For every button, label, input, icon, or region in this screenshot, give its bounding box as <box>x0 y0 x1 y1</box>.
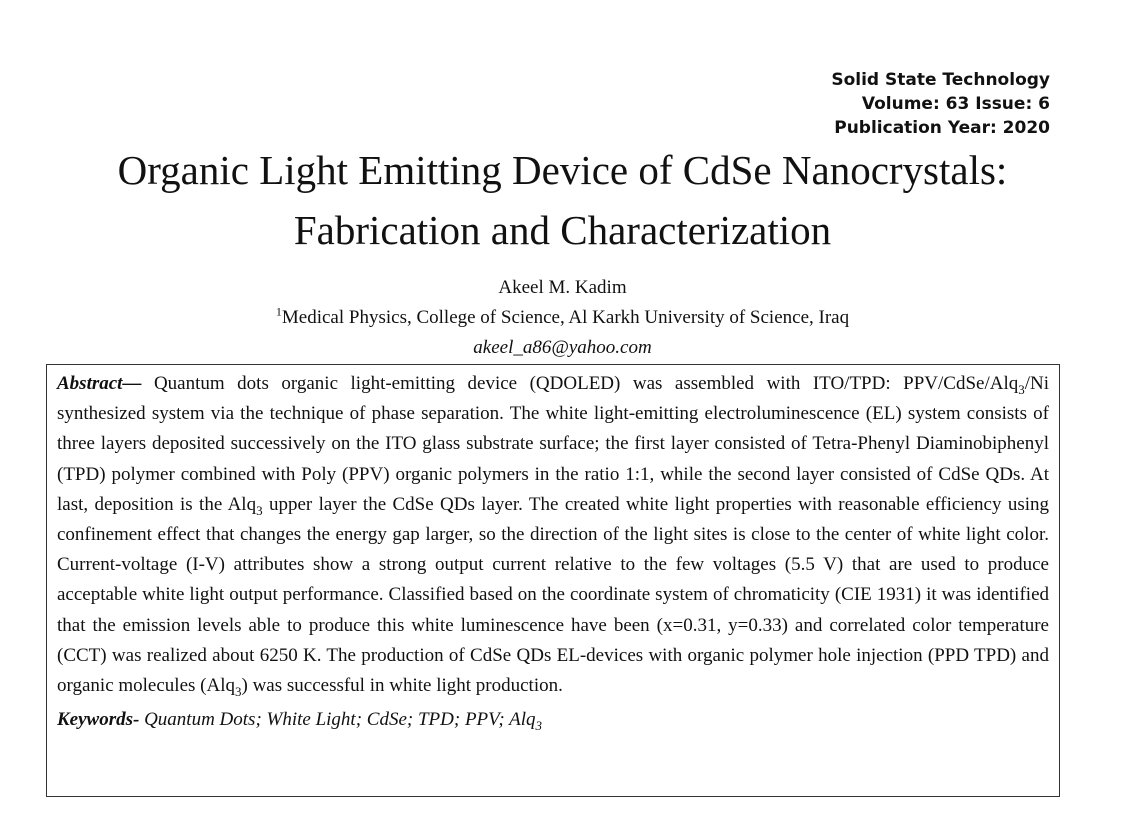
subscript-3: 3 <box>535 718 542 734</box>
paper-title-line-2: Fabrication and Characterization <box>293 207 832 253</box>
abstract-part-4: ) was successful in white light production. <box>241 675 563 697</box>
author-affiliation-line <box>0 303 1125 333</box>
abstract-part-3: upper layer the CdSe QDs layer. The created white light properties with reasonable efficiency using confinement effect that changes the energy gap larger, so the direction of the light sites is close to the center of white light color. Current-voltage (I-V) attributes show a strong output current relative to the few voltages (5.5 V) that are used to produce acceptable white light output performance. Classified based on the coordinate system of chromaticity (CIE 1931) it was identified that the emission levels able to produce this white luminescence have been (x=0.31, y=0.33) and correlated color temperature (CCT) was realized about 6250 K. The production of CdSe QDs EL-devices with organic polymer hole injection (PPD TPD) and organic molecules (Alq <box>57 493 1050 697</box>
abstract-text <box>57 369 1049 701</box>
journal-name: Solid State Technology <box>831 70 1050 90</box>
keywords-label: Keywords- <box>57 709 140 731</box>
subscript-3: 3 <box>1018 381 1025 397</box>
affiliation-marker: 1 <box>275 304 282 319</box>
author-block <box>0 273 1125 363</box>
paper-title <box>20 140 1105 260</box>
journal-volume-issue: Volume: 63 Issue: 6 <box>861 94 1050 114</box>
author-affiliation: Medical Physics, College of Science, Al Karkh University of Science, Iraq <box>281 307 850 328</box>
paper-title-line-1: Organic Light Emitting Device of CdSe Nanocrystals: <box>117 147 1008 193</box>
abstract-box <box>46 364 1060 797</box>
subscript-3: 3 <box>256 502 263 518</box>
abstract-label: Abstract— <box>57 373 142 394</box>
journal-info <box>831 68 1050 140</box>
keywords-line <box>57 705 1049 735</box>
keywords-text: Quantum Dots; White Light; CdSe; TPD; PPV; Alq <box>139 709 536 731</box>
author-name: Akeel M. Kadim <box>498 277 627 298</box>
author-email: akeel_a86@yahoo.com <box>473 337 652 358</box>
subscript-3: 3 <box>235 683 242 699</box>
journal-publication-year: Publication Year: 2020 <box>834 118 1050 138</box>
abstract-part-2: /Ni synthesized system via the technique of phase separation. The white light-emitting electroluminescence (EL) system consists of three layers deposited successively on the ITO glass substrate surface; the first layer consisted of Tetra-Phenyl Diaminobiphenyl (TPD) polymer combined with Poly (PPV) organic polymers in the ratio 1:1, while the second layer consisted of CdSe QDs. At last, deposition is the Alq <box>57 373 1049 515</box>
abstract-part-1: Quantum dots organic light-emitting device (QDOLED) was assembled with ITO/TPD: PPV/CdSe/Alq <box>141 373 1019 394</box>
